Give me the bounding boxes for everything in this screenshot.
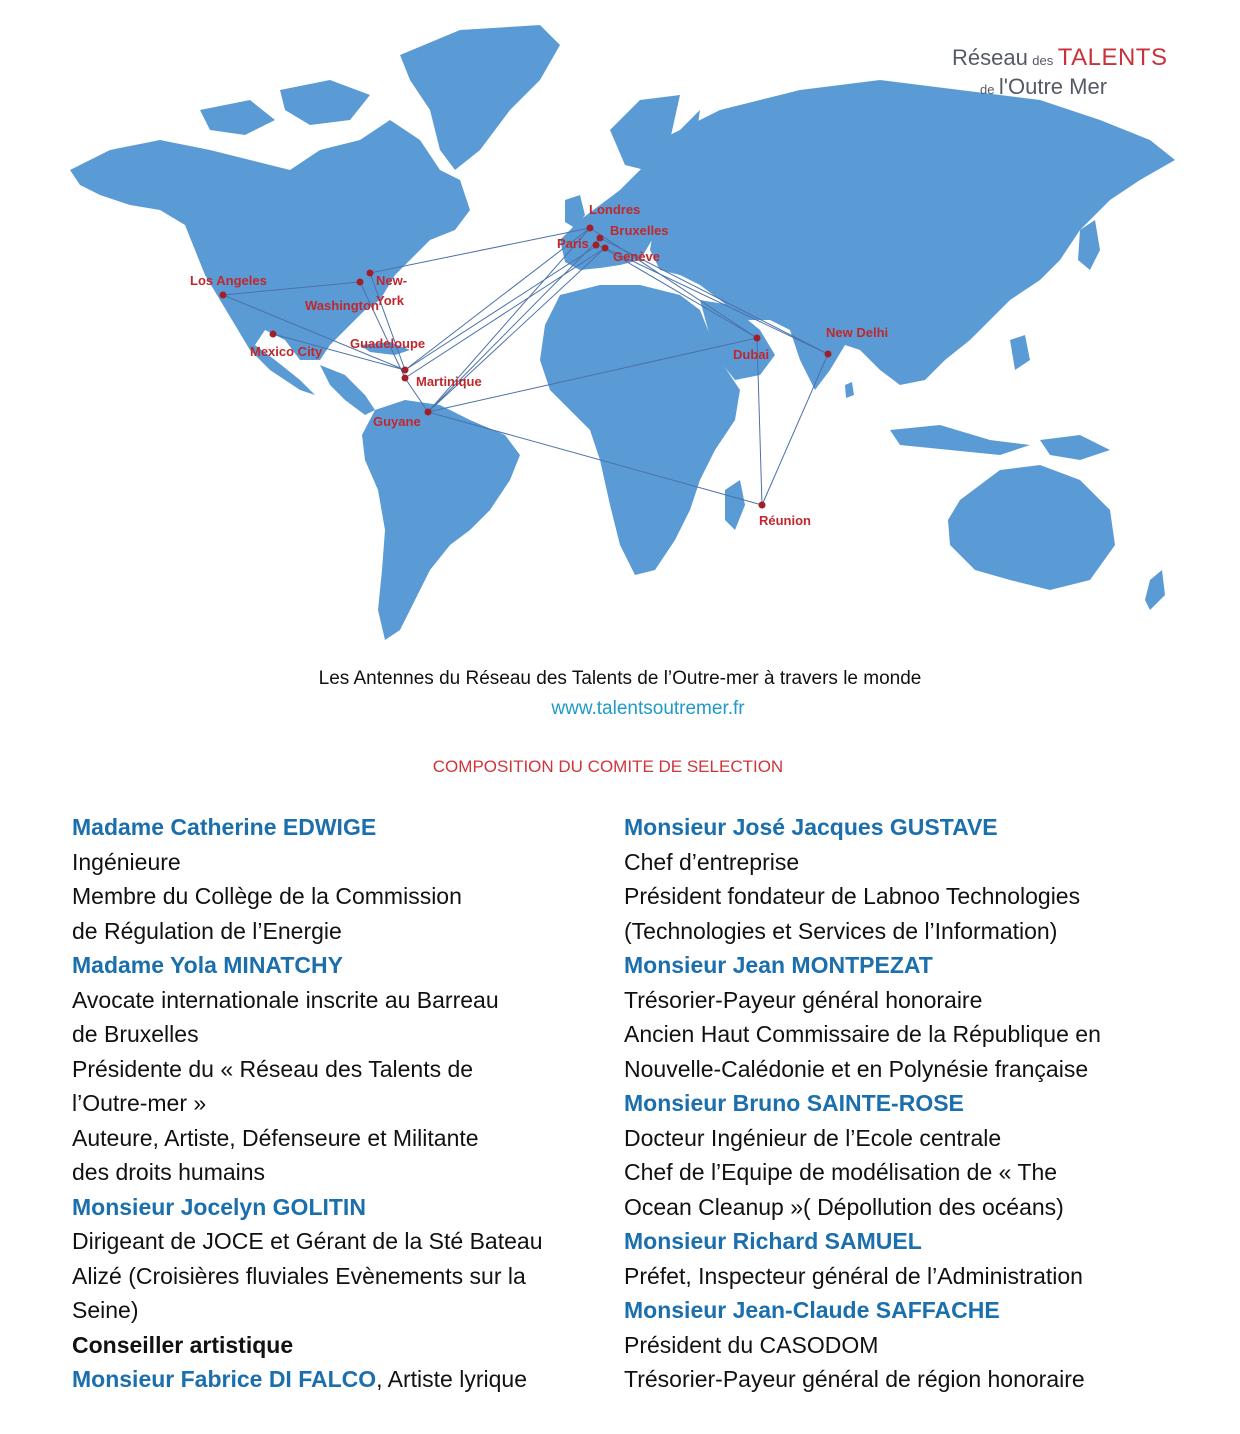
map-caption: Les Antennes du Réseau des Talents de l’Outre-mer à travers le monde [318, 668, 922, 689]
member-line: Docteur Ingénieur de l’Ecole centrale [624, 1124, 1002, 1151]
member-name-gustave: Monsieur José Jacques GUSTAVE [624, 814, 998, 840]
member-line: Alizé (Croisières fluviales Evènements sur la [72, 1262, 526, 1289]
new-guinea-shape [1040, 435, 1110, 460]
city-label-mexico: Mexico City [250, 344, 323, 359]
marker-dubai [754, 335, 761, 342]
south-america-shape [362, 400, 520, 640]
city-label-geneve: Genève [613, 249, 660, 264]
member-line: Chef d’entreprise [624, 848, 800, 875]
marker-bruxelles [597, 235, 604, 242]
member-name-saffache: Monsieur Jean-Claude SAFFACHE [624, 1297, 1000, 1323]
logo-word-4: de [980, 82, 995, 97]
member-line: des droits humains [72, 1159, 266, 1185]
member-line: Membre du Collège de la Commission [72, 883, 462, 909]
member-difalco [72, 1362, 543, 1397]
member-name-edwige: Madame Catherine EDWIGE [72, 814, 377, 840]
member-line: Ocean Cleanup »( Dépollution des océans) [624, 1193, 1064, 1220]
australia-shape [948, 465, 1115, 590]
marker-guadeloupe [402, 367, 409, 374]
sri-lanka-shape [845, 382, 854, 398]
member-name-difalco: Monsieur Fabrice DI FALCO [72, 1366, 377, 1392]
composition-title: COMPOSITION DU COMITE DE SELECTION [432, 757, 784, 776]
marker-londres [587, 225, 594, 232]
new-zealand-shape [1145, 570, 1165, 610]
arctic-islands-shape-2 [200, 100, 275, 135]
marker-geneve [602, 245, 609, 252]
member-line: Ancien Haut Commissaire de la République en [624, 1021, 1101, 1047]
member-line: Seine) [72, 1297, 139, 1323]
member-line: Trésorier-Payeur général de région honoraire [624, 1366, 1085, 1392]
section-heading-conseiller: Conseiller artistique [72, 1331, 294, 1358]
city-label-bruxelles: Bruxelles [610, 223, 669, 238]
city-label-new-york-1: New- [376, 273, 408, 288]
city-label-guadeloupe: Guadeloupe [350, 336, 426, 351]
marker-mexico [270, 331, 277, 338]
city-label-new-delhi: New Delhi [826, 325, 889, 340]
marker-reunion [759, 502, 766, 509]
member-line: (Technologies et Services de l’Information) [624, 917, 1058, 944]
marker-los-angeles [220, 292, 227, 299]
member-line: Auteure, Artiste, Défenseure et Militante [72, 1124, 479, 1151]
logo-word-5: l'Outre Mer [998, 74, 1108, 99]
member-line: Ingénieure [72, 848, 181, 875]
member-line: Nouvelle-Calédonie et en Polynésie française [624, 1055, 1089, 1082]
city-label-guyane: Guyane [373, 414, 421, 429]
marker-new-york [367, 270, 374, 277]
marker-martinique [402, 375, 409, 382]
madagascar-shape [725, 480, 745, 530]
city-label-reunion: Réunion [759, 513, 811, 528]
member-role-difalco: , Artiste lyrique [376, 1366, 527, 1392]
member-line: Président du CASODOM [624, 1331, 879, 1358]
city-label-new-york-2: York [376, 293, 404, 308]
member-line: Dirigeant de JOCE et Gérant de la Sté Bateau [72, 1228, 543, 1254]
central-america-shape [320, 365, 375, 415]
member-line: Président fondateur de Labnoo Technologies [624, 883, 1081, 909]
marker-new-delhi [825, 351, 832, 358]
city-label-paris: Paris [557, 236, 589, 251]
member-line: de Régulation de l’Energie [72, 917, 342, 944]
logo-word-3: TALENTS [1057, 44, 1168, 71]
member-line: Chef de l’Equipe de modélisation de « The [624, 1159, 1058, 1185]
city-label-dubai: Dubai [733, 347, 770, 362]
city-label-londres: Londres [589, 202, 641, 217]
member-line: de Bruxelles [72, 1021, 199, 1047]
member-name-sainte-rose: Monsieur Bruno SAINTE-ROSE [624, 1090, 964, 1116]
member-name-minatchy: Madame Yola MINATCHY [72, 952, 343, 978]
committee-right-column [624, 810, 1101, 1397]
philippines-shape [1010, 335, 1030, 370]
continents [70, 25, 1175, 640]
city-label-los-angeles: Los Angeles [190, 273, 267, 288]
member-name-golitin: Monsieur Jocelyn GOLITIN [72, 1193, 366, 1220]
member-line: Avocate internationale inscrite au Barreau [72, 986, 499, 1013]
city-label-martinique: Martinique [416, 374, 482, 389]
indonesia-shape [890, 425, 1030, 455]
member-line: Préfet, Inspecteur général de l’Administration [624, 1262, 1083, 1289]
logo-word-2: des [1032, 53, 1054, 68]
member-line: Trésorier-Payeur général honoraire [624, 986, 983, 1013]
marker-washington [357, 279, 364, 286]
city-label-washington: Washington [305, 298, 379, 313]
logo-word-1: Réseau [952, 45, 1028, 70]
committee-left-column [72, 810, 543, 1397]
member-name-samuel: Monsieur Richard SAMUEL [624, 1228, 922, 1254]
website-link[interactable]: www.talentsoutremer.fr [551, 698, 745, 719]
arctic-islands-shape [280, 80, 370, 125]
member-line: l’Outre-mer » [72, 1090, 207, 1116]
member-line: Présidente du « Réseau des Talents de [72, 1055, 474, 1082]
marker-guyane [425, 409, 432, 416]
marker-paris [593, 242, 600, 249]
member-name-montpezat: Monsieur Jean MONTPEZAT [624, 952, 933, 978]
